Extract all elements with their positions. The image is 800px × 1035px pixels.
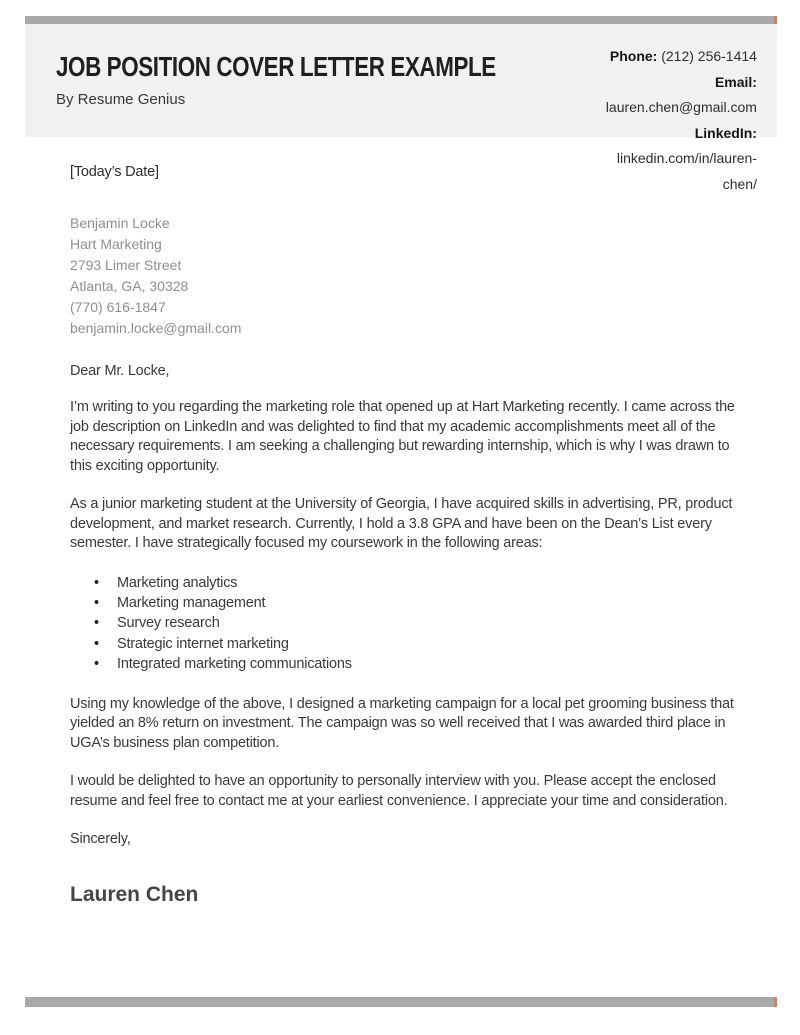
date-placeholder: [Today’s Date] xyxy=(70,164,159,180)
closing: Sincerely, xyxy=(70,831,131,848)
contact-label: Phone: xyxy=(609,48,658,64)
contact-value: linkedin.com/in/lauren-chen/ xyxy=(616,150,757,192)
paragraph-intro: I’m writing to you regarding the marketing role that opened up at Hart Marketing recently. I came across the job description on LinkedIn and was delighted to find that my academic accomplishments meet all of the necessary requirements. I am seeking a challenging but rewarding internship, which is why I was drawn to this exciting opportunity. xyxy=(70,399,735,474)
salutation: Dear Mr. Locke, xyxy=(70,362,170,379)
recipient-address-line: Benjamin Locke xyxy=(70,214,170,231)
contact-value: (212) 256-1414 xyxy=(657,48,757,64)
signature-name: Lauren Chen xyxy=(70,882,199,906)
paragraph-skills: As a junior marketing student at the University of Georgia, I have acquired skills in advertising, PR, product development, and market research. Currently, I hold a 3.8 GPA and have been on the Dean’s List every semester. I have strategically focused my coursework in the following areas: xyxy=(70,496,733,551)
contact-label: Email: xyxy=(714,73,757,90)
bottom-accent-bar xyxy=(25,997,777,1007)
contact-label: LinkedIn: xyxy=(694,124,757,141)
contact-value: lauren.chen@gmail.com xyxy=(605,99,757,115)
paragraph-interview: I would be delighted to have an opportunity to personally interview with you. Please accept the enclosed resume and feel free to contact me at your earliest convenience. I appreciate your time and consideration. xyxy=(70,773,728,809)
recipient-address-line: Atlanta, GA, 30328 xyxy=(70,277,189,294)
paragraph-campaign: Using my knowledge of the above, I designed a marketing campaign for a local pet grooming business that yielded an 8% return on investment. The campaign was so well received that I was awarded third place in UGA’s business plan competition. xyxy=(70,695,734,751)
coursework-item: • Integrated marketing communications xyxy=(70,654,740,674)
top-bar-accent-cap xyxy=(774,16,777,24)
coursework-item: • Marketing analytics xyxy=(70,573,740,593)
page-title: JOB POSITION COVER LETTER EXAMPLE xyxy=(56,51,496,82)
coursework-list xyxy=(70,573,740,675)
byline: By Resume Genius xyxy=(56,91,186,108)
coursework-item: • Survey research xyxy=(70,613,740,633)
coursework-item: • Marketing management xyxy=(70,593,740,613)
recipient-address-line: Hart Marketing xyxy=(70,235,162,252)
letter-body xyxy=(70,137,740,907)
contact-info xyxy=(605,24,757,192)
coursework-item: • Strategic internet marketing xyxy=(70,634,740,654)
bottom-bar-accent-cap xyxy=(774,997,777,1007)
recipient-address xyxy=(70,213,740,339)
contact-row xyxy=(606,70,757,121)
recipient-address-line: (770) 616-1847 xyxy=(70,298,166,315)
top-accent-bar xyxy=(25,16,777,24)
header-title-block xyxy=(56,24,606,137)
contact-row xyxy=(606,44,757,70)
recipient-address-line: benjamin.locke@gmail.com xyxy=(70,319,242,336)
recipient-address-line: 2793 Limer Street xyxy=(70,256,182,273)
